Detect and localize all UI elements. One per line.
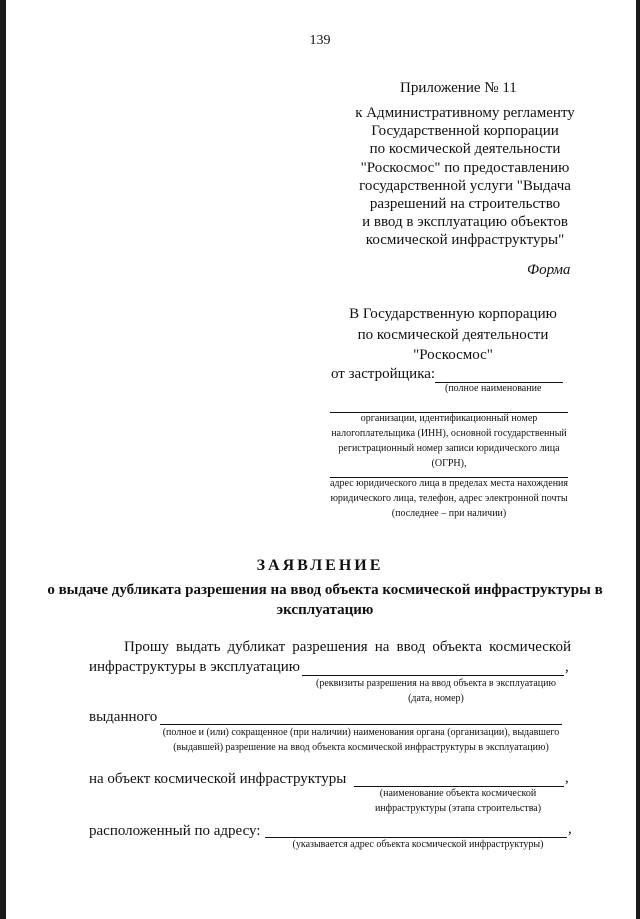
- developer-hint-1: (полное наименование: [445, 383, 542, 394]
- address-label: расположенный по адресу:: [89, 823, 261, 839]
- regulation-reference: [330, 104, 600, 250]
- regulation-line: разрешений на строительство: [369, 196, 561, 213]
- comma: ,: [568, 821, 572, 837]
- page-number: 139: [309, 33, 331, 48]
- object-name-hint: (наименование объекта космической инфраструктуры (этапа строительства): [374, 788, 542, 814]
- permit-details-hint: (реквизиты разрешения на ввод объекта в эксплуатацию (дата, номер): [316, 678, 556, 704]
- comma: ,: [565, 659, 569, 675]
- object-label: на объект космической инфраструктуры: [89, 771, 347, 787]
- addressee-line: по космической деятельности: [357, 326, 549, 343]
- regulation-line: и ввод в эксплуатацию объектов: [362, 214, 568, 231]
- issued-label: выданного: [89, 709, 158, 725]
- scan-border-left: [0, 0, 6, 919]
- document-subtitle: о выдаче дубликата разрешения на ввод объекта космической инфраструктуры в эксплуатацию: [47, 582, 603, 618]
- developer-hint-3: адрес юридического лица в пределах места нахождения юридического лица, телефон, адрес электронной почты (последнее – при наличии): [329, 478, 569, 519]
- developer-hint-2: организации, идентификационный номер налогоплательщика (ИНН), основной государственный регистрационный номер записи юридического лица (ОГРН),: [331, 413, 567, 469]
- addressee-line: "Роскосмос": [413, 347, 493, 363]
- addressee-block: [318, 304, 588, 366]
- regulation-line: "Роскосмос" по предоставлению: [360, 159, 570, 176]
- regulation-line: Государственной корпорации: [371, 123, 559, 140]
- document-title: ЗАЯВЛЕНИЕ: [256, 557, 384, 574]
- regulation-line: государственной услуги "Выдача: [359, 177, 571, 194]
- object-address-hint: (указывается адрес объекта космической инфраструктуры): [292, 839, 544, 850]
- comma: ,: [565, 770, 569, 786]
- issuing-authority-hint: (полное и (или) сокращенное (при наличии) наименования органа (организации), выдавшего (выдавшей) разрешение на ввод объекта космической инфраструктуры в эксплуатацию): [162, 727, 560, 753]
- request-text-line-1: Прошу выдать дубликат разрешения на ввод объекта космической: [124, 639, 571, 655]
- regulation-line: по космической деятельности: [369, 141, 561, 158]
- regulation-line: к Административному регламенту: [355, 105, 575, 121]
- form-label: Форма: [527, 262, 571, 278]
- scan-border-right: [636, 0, 640, 919]
- addressee-line: В Государственную корпорацию: [349, 306, 557, 322]
- appendix-title: Приложение № 11: [400, 80, 517, 96]
- regulation-line: космической инфраструктуры": [365, 232, 565, 249]
- developer-label: от застройщика:: [331, 366, 436, 382]
- request-text-line-2: инфраструктуры в эксплуатацию: [89, 659, 300, 675]
